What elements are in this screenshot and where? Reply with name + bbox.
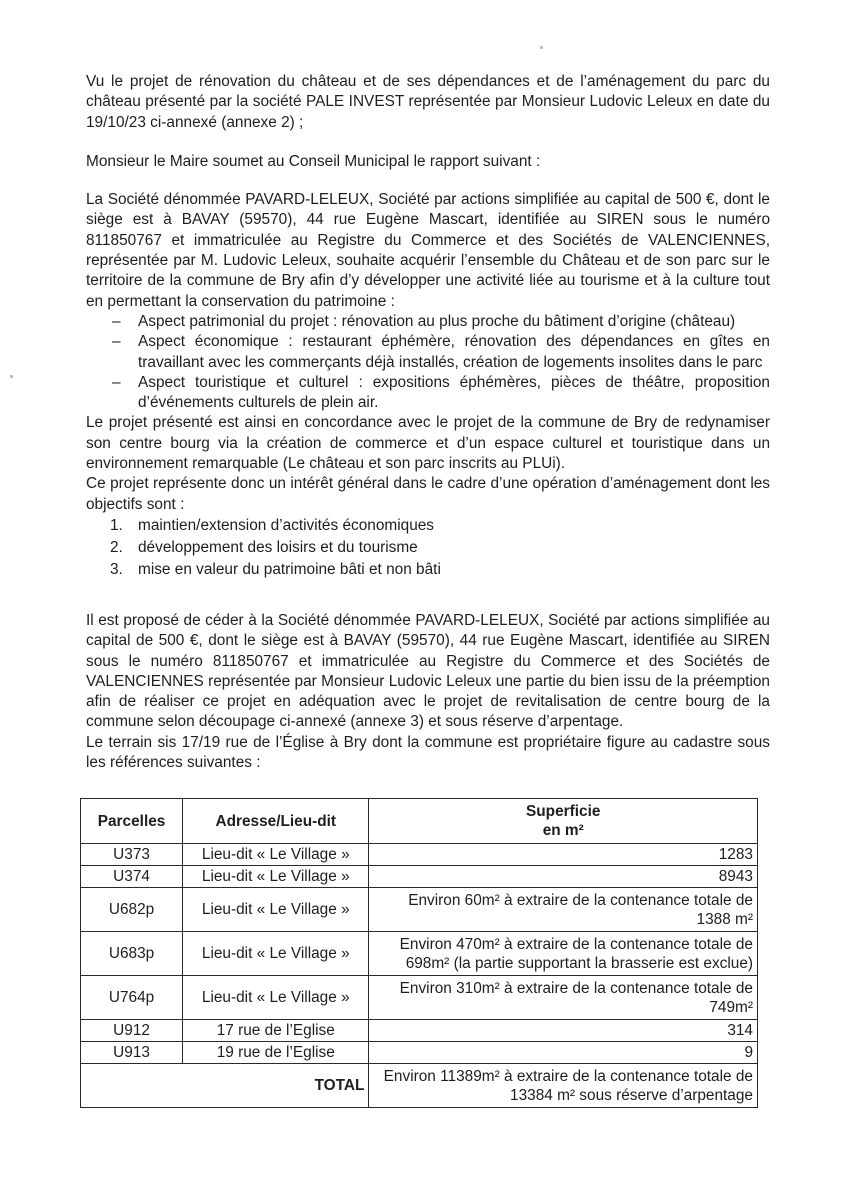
paragraph-cession: Il est proposé de céder à la Société dénommée PAVARD-LELEUX, Société par actions simplifiée au capital de 500 €, dont le siège est à BAVAY (59570), 44 rue Eugène Mascart, identifiée au SIREN sous le numéro 811850767 et immatriculée au Registre du Commerce et des Sociétés de VALENCIENNES représentée par Monsieur Ludovic Leleux une partie du bien issu de la préemption afin de réaliser ce projet en adéquation avec le projet de revitalisation de centre bourg de la commune selon découpage ci-annexé (annexe 3) et sous réserve d’arpentage. bbox=[86, 611, 770, 731]
table-row bbox=[81, 1042, 758, 1064]
list-number: 2. bbox=[110, 538, 123, 556]
paragraph-societe: La Société dénommée PAVARD-LELEUX, Société par actions simplifiée au capital de 500 €, dont le siège est à BAVAY (59570), 44 rue Eugène Mascart, identifiée au SIREN sous le numéro 811850767 et immatriculée au Registre du Commerce et des Sociétés de VALENCIENNES, représentée par M. Ludovic Leleux, souhaite acquérir l’ensemble du Château et de son parc sur le territoire de la commune de Bry afin d’y développer une activité liée au tourisme et à la culture tout en permettant la conservation du patrimoine : bbox=[86, 191, 770, 310]
cell-adresse: Lieu-dit « Le Village » bbox=[183, 932, 369, 976]
list-text: développement des loisirs et du tourisme bbox=[138, 538, 418, 556]
cell-parcelle: U683p bbox=[81, 932, 183, 976]
cell-parcelle: U374 bbox=[81, 866, 183, 888]
cell-parcelle: U912 bbox=[81, 1020, 183, 1042]
table-header-row bbox=[81, 799, 758, 844]
list-text: maintien/extension d’activités économiques bbox=[138, 516, 435, 534]
list-item: – Aspect touristique et culturel : expositions éphémères, pièces de théâtre, proposition d’événements culturels de plein air. bbox=[138, 373, 770, 414]
scan-speck bbox=[540, 46, 543, 49]
header-superficie bbox=[369, 799, 758, 844]
total-value: Environ 11389m² à extraire de la contenance totale de 13384 m² sous réserve d’arpentage bbox=[369, 1064, 758, 1108]
cell-adresse: Lieu-dit « Le Village » bbox=[183, 866, 369, 888]
cell-superficie: 8943 bbox=[369, 866, 758, 888]
list-item: – Aspect économique : restaurant éphémère, rénovation des dépendances en gîtes en travaillant avec les commerçants déjà installés, création de logements insolites dans le parc bbox=[138, 332, 770, 373]
table-row bbox=[81, 866, 758, 888]
cell-adresse: 17 rue de l’Eglise bbox=[183, 1020, 369, 1042]
table-row bbox=[81, 844, 758, 866]
header-parcelles: Parcelles bbox=[81, 799, 183, 844]
list-number: 1. bbox=[110, 516, 123, 534]
scan-speck bbox=[10, 375, 13, 378]
list-item: – Aspect patrimonial du projet : rénovation au plus proche du bâtiment d’origine (château) bbox=[138, 312, 770, 332]
header-superficie-line1: Superficie bbox=[526, 803, 601, 820]
list-item bbox=[110, 515, 770, 537]
cell-superficie: 1283 bbox=[369, 844, 758, 866]
cell-superficie: 9 bbox=[369, 1042, 758, 1064]
paragraph-concordance: Le projet présenté est ainsi en concordance avec le projet de la commune de Bry de redynamiser son centre bourg via la création de commerce et d’un espace culturel et touristique dans un environnement remarquable (Le château et son parc inscrits au PLUi). bbox=[86, 414, 770, 473]
paragraph-maire: Monsieur le Maire soumet au Conseil Municipal le rapport suivant : bbox=[86, 152, 541, 170]
aspects-list bbox=[86, 312, 770, 413]
cell-superficie: Environ 310m² à extraire de la contenance totale de 749m² bbox=[369, 976, 758, 1020]
list-item bbox=[110, 537, 770, 559]
header-adresse: Adresse/Lieu-dit bbox=[183, 799, 369, 844]
list-number: 3. bbox=[110, 560, 123, 578]
header-superficie-line2: en m² bbox=[542, 822, 584, 839]
list-text: mise en valeur du patrimoine bâti et non bâti bbox=[138, 560, 441, 578]
cell-adresse: Lieu-dit « Le Village » bbox=[183, 844, 369, 866]
parcels-table bbox=[80, 798, 758, 1108]
cell-parcelle: U764p bbox=[81, 976, 183, 1020]
list-item bbox=[110, 559, 770, 581]
cell-adresse: Lieu-dit « Le Village » bbox=[183, 888, 369, 932]
table-total-row bbox=[81, 1064, 758, 1108]
cell-adresse: 19 rue de l’Eglise bbox=[183, 1042, 369, 1064]
cell-superficie: Environ 470m² à extraire de la contenance totale de 698m² (la partie supportant la brasserie est exclue) bbox=[369, 932, 758, 976]
cell-parcelle: U373 bbox=[81, 844, 183, 866]
cell-parcelle: U682p bbox=[81, 888, 183, 932]
total-label: TOTAL bbox=[81, 1064, 369, 1108]
table-row bbox=[81, 976, 758, 1020]
paragraph-interet: Ce projet représente donc un intérêt général dans le cadre d’une opération d’aménagement dont les objectifs sont : bbox=[86, 475, 770, 513]
table-row bbox=[81, 888, 758, 932]
document-body bbox=[86, 72, 770, 773]
cell-adresse: Lieu-dit « Le Village » bbox=[183, 976, 369, 1020]
paragraph-intro: Vu le projet de rénovation du château et de ses dépendances et de l’aménagement du parc du château présenté par la société PALE INVEST représentée par Monsieur Ludovic Leleux en date du 19/10/23 ci-annexé (annexe 2) ; bbox=[86, 73, 770, 131]
cell-superficie: Environ 60m² à extraire de la contenance totale de 1388 m² bbox=[369, 888, 758, 932]
objectifs-list bbox=[86, 515, 770, 581]
cell-parcelle: U913 bbox=[81, 1042, 183, 1064]
table-row bbox=[81, 1020, 758, 1042]
cell-superficie: 314 bbox=[369, 1020, 758, 1042]
paragraph-terrain: Le terrain sis 17/19 rue de l’Église à Bry dont la commune est propriétaire figure au cadastre sous les références suivantes : bbox=[86, 733, 770, 772]
table-row bbox=[81, 932, 758, 976]
